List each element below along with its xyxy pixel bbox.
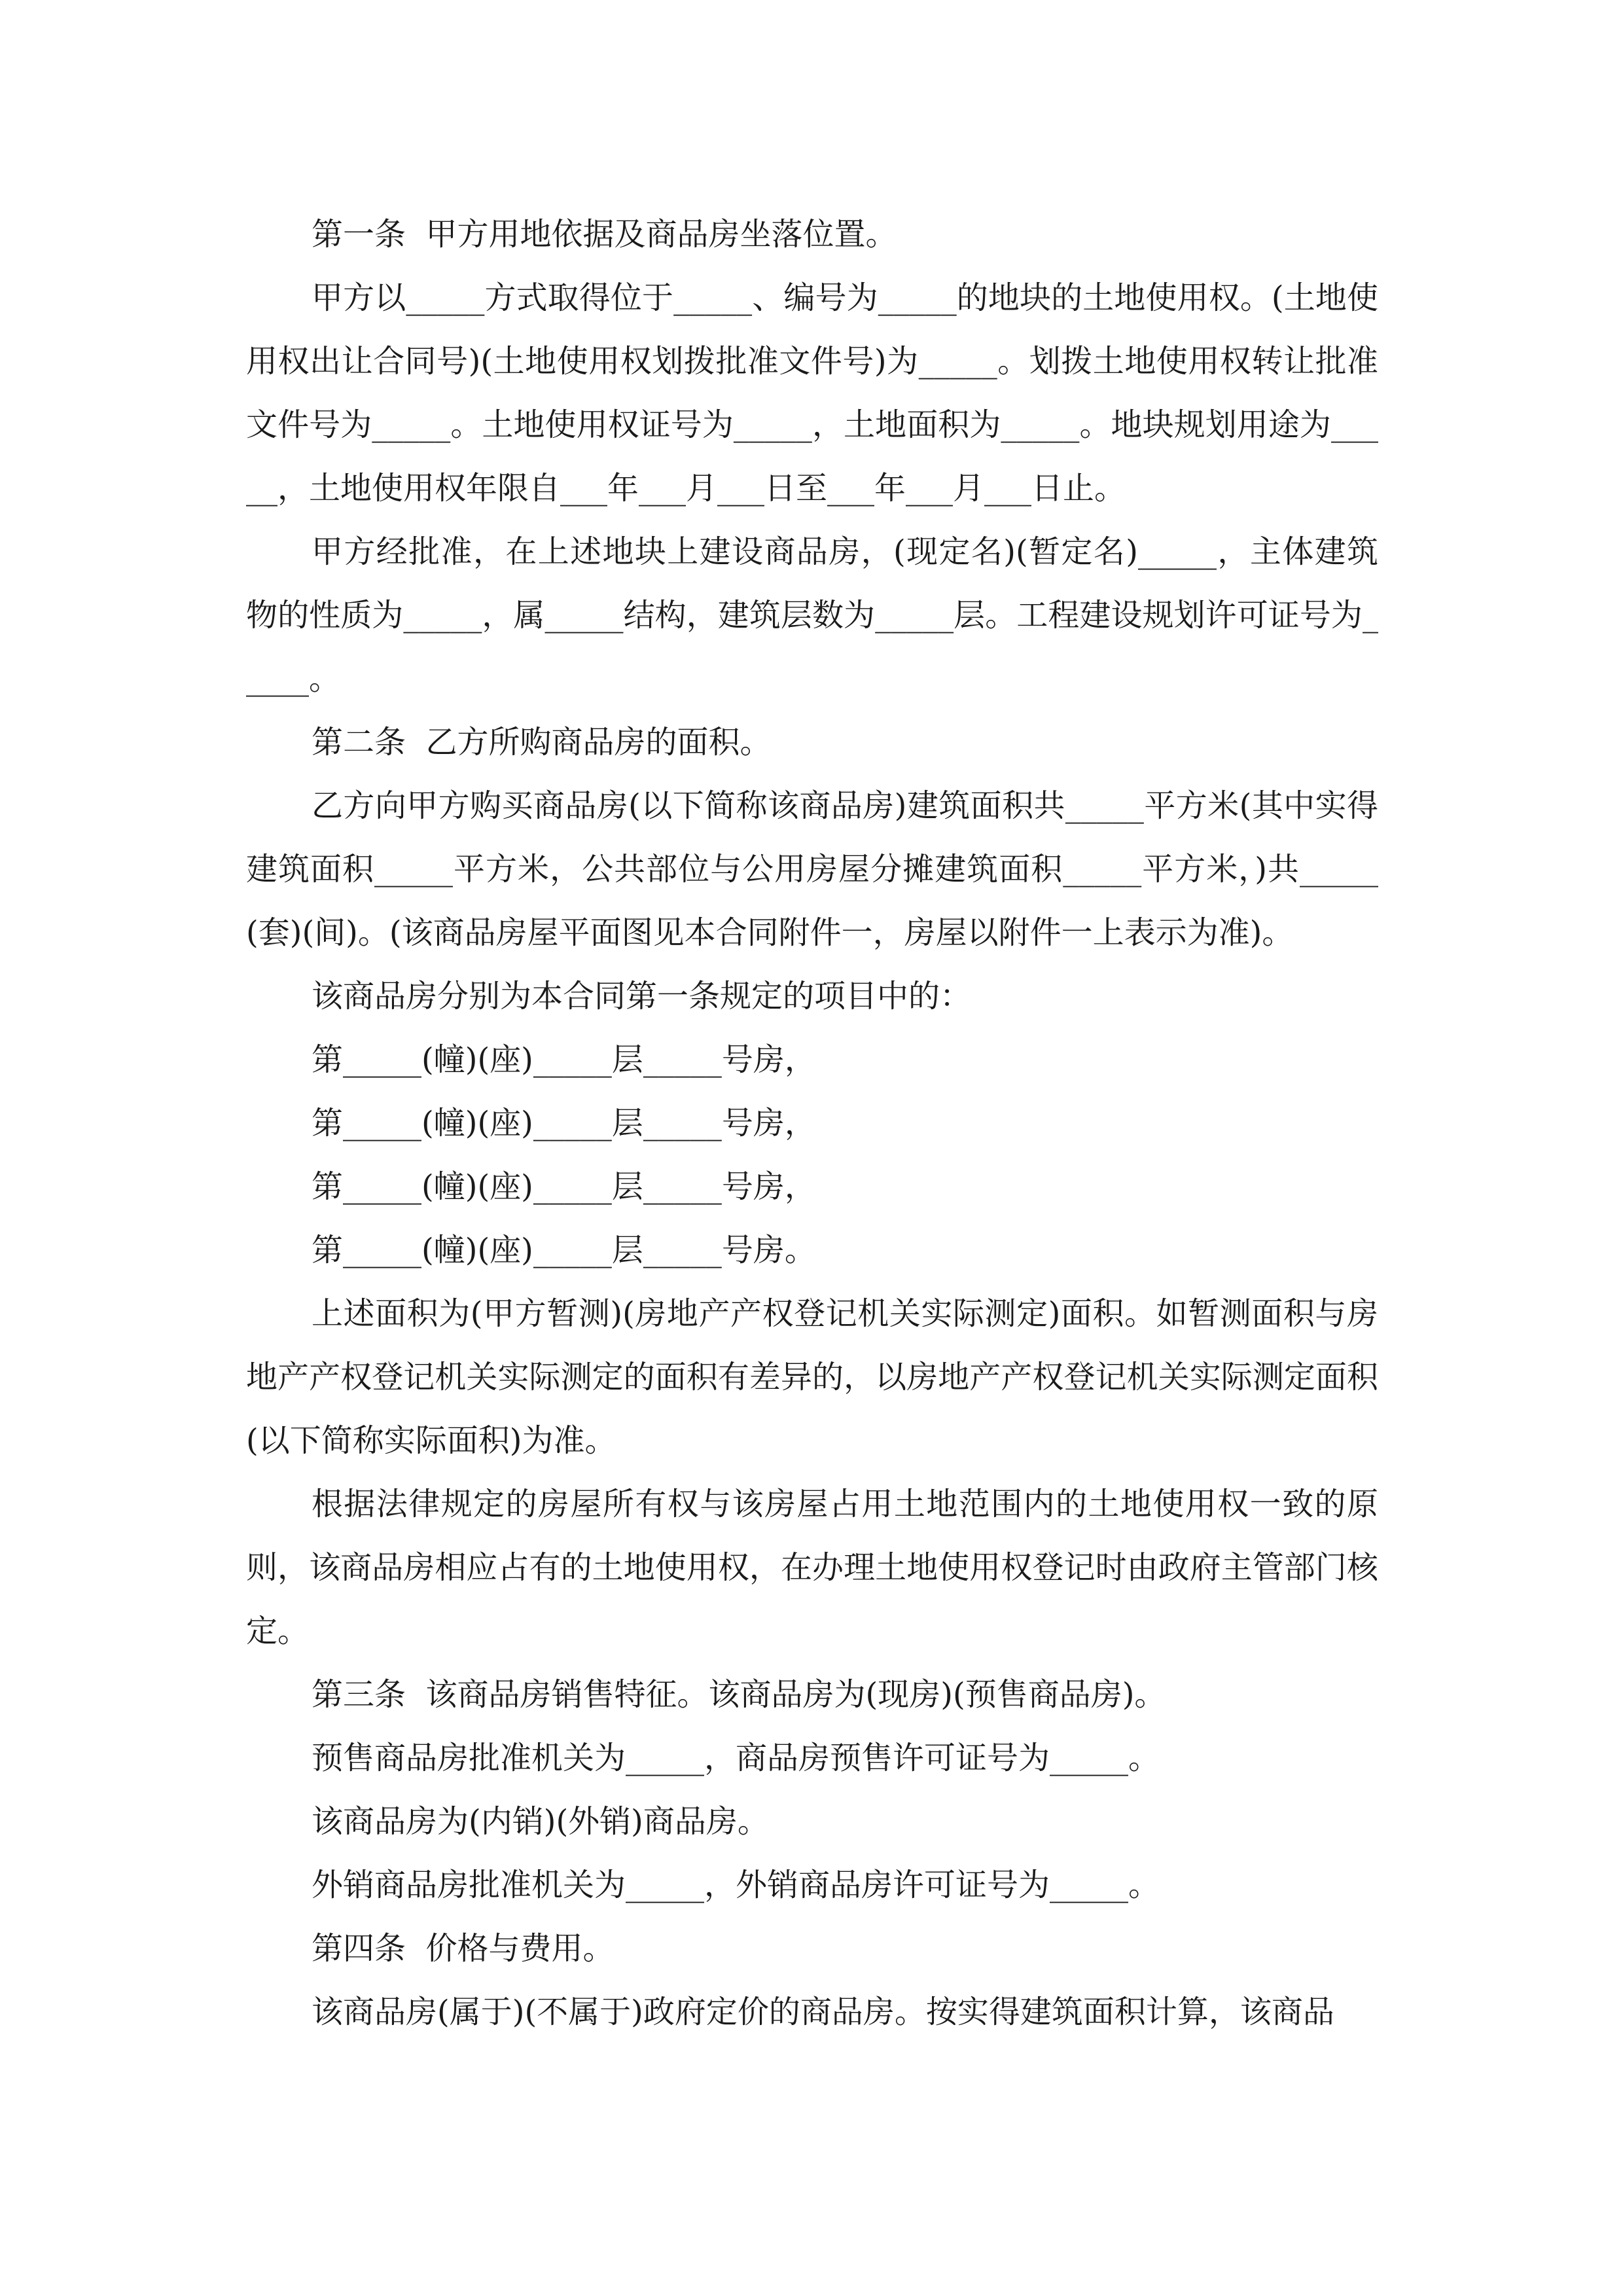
article-3-heading: 第三条 该商品房销售特征。该商品房为(现房)(预售商品房)。	[312, 1676, 1166, 1713]
article-2-heading: 第二条 乙方所购商品房的面积。	[312, 724, 772, 761]
document-page	[246, 203, 1378, 2044]
domestic-foreign-sale-line: 该商品房为(内销)(外销)商品房。	[312, 1803, 769, 1840]
foreign-sale-approval-line: 外销商品房批准机关为_____，外销商品房许可证号为_____。	[312, 1867, 1160, 1903]
unit-line-1: 第_____(幢)(座)_____层_____号房，	[312, 1041, 816, 1078]
area-measurement-paragraph: 上述面积为(甲方暂测)(房地产产权登记机关实际测定)面积。如暂测面积与房地产产权登记机关实际测定的面积有差异的，以房地产产权登记机关实际测定面积(以下简称实际面积)为准。	[246, 1295, 1378, 1459]
unit-line-3: 第_____(幢)(座)_____层_____号房，	[312, 1168, 816, 1205]
building-approval-paragraph: 甲方经批准，在上述地块上建设商品房，(现定名)(暂定名)_____，主体建筑物的性质为_____，属_____结构，建筑层数为_____层。工程建设规划许可证号为_____。	[246, 533, 1378, 697]
article-1-heading: 第一条 甲方用地依据及商品房坐落位置。	[312, 216, 897, 253]
land-use-principle-paragraph: 根据法律规定的房屋所有权与该房屋占用土地范围内的土地使用权一致的原则，该商品房相应占有的土地使用权，在办理土地使用权登记时由政府主管部门核定。	[246, 1486, 1378, 1649]
pricing-paragraph: 该商品房(属于)(不属于)政府定价的商品房。按实得建筑面积计算，该商品	[312, 1994, 1334, 2030]
unit-list-intro: 该商品房分别为本合同第一条规定的项目中的：	[312, 978, 972, 1014]
land-use-paragraph: 甲方以_____方式取得位于_____、编号为_____的地块的土地使用权。(土地使用权出让合同号)(土地使用权划拨批准文件号)为_____。划拨土地使用权转让批准文件号为_____。土地使用权证号为_____，土地面积为_____。地块规划用途为_____，土地使用权年限自___年___月___日至___年___月___日止。	[246, 279, 1378, 507]
unit-line-2: 第_____(幢)(座)_____层_____号房，	[312, 1105, 816, 1141]
purchase-area-paragraph: 乙方向甲方购买商品房(以下简称该商品房)建筑面积共_____平方米(其中实得建筑面积_____平方米，公共部位与公用房屋分摊建筑面积_____平方米，)共_____(套)(间)。(该商品房屋平面图见本合同附件一，房屋以附件一上表示为准)。	[246, 787, 1378, 951]
unit-line-4: 第_____(幢)(座)_____层_____号房。	[312, 1232, 816, 1268]
article-4-heading: 第四条 价格与费用。	[312, 1930, 615, 1967]
presale-approval-line: 预售商品房批准机关为_____，商品房预售许可证号为_____。	[312, 1740, 1160, 1776]
